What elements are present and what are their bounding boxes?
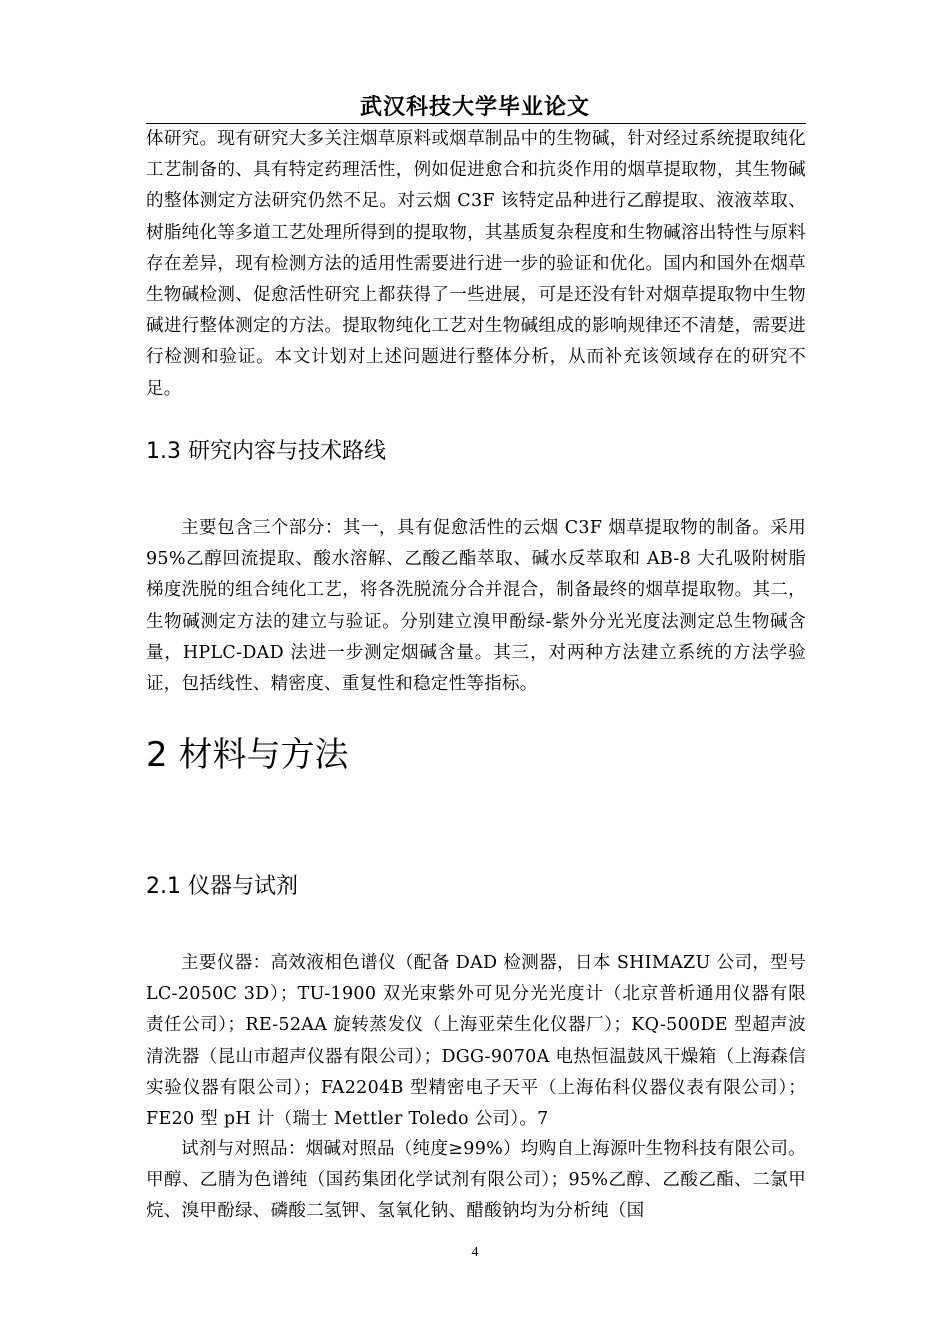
paragraph-research-gap: 体研究。现有研究大多关注烟草原料或烟草制品中的生物碱，针对经过系统提取纯化工艺制备的、具有特定药理活性，例如促进愈合和抗炎作用的烟草提取物，其生物碱的整体测定方法研究仍然不足。对云烟 C3F 该特定品种进行乙醇提取、液液萃取、树脂纯化等多道工艺处理所得到的提取物，其基质复杂程度和生物碱溶出特性与原料存在差异，现有检测方法的适用性需要进行进一步的验证和优化。国内和国外在烟草生物碱检测、促愈活性研究上都获得了一些进展，可是还没有针对烟草提取物中生物碱进行整体测定的方法。提取物纯化工艺对生物碱组成的影响规律还不清楚，需要进行检测和验证。本文计划对上述问题进行整体分析，从而补充该领域存在的研究不足。 [146, 129, 806, 399]
paragraph-research-content: 主要包含三个部分：其一，具有促愈活性的云烟 C3F 烟草提取物的制备。采用 95%乙醇回流提取、酸水溶解、乙酸乙酯萃取、碱水反萃取和 AB-8 大孔吸附树脂梯度洗脱的组合纯化工艺，将各洗脱流分合并混合，制备最终的烟草提取物。其二，生物碱测定方法的建立与验证。分别建立溴甲酚绿-紫外分光光度法测定总生物碱含量，HPLC-DAD 法进一步测定烟碱含量。其三，对两种方法建立系统的方法学验证，包括线性、精密度、重复性和稳定性等指标。 [146, 518, 806, 695]
paragraph-reagents: 试剂与对照品：烟碱对照品（纯度≥99%）均购自上海源叶生物科技有限公司。甲醇、乙腈为色谱纯（国药集团化学试剂有限公司）；95%乙醇、乙酸乙酯、二氯甲烷、溴甲酚绿、磷酸二氢钾、氢氧化钠、醋酸钠均为分析纯（国 [146, 1139, 806, 1222]
running-header: 武汉科技大学毕业论文 [359, 95, 590, 120]
paragraph-instruments: 主要仪器：高效液相色谱仪（配备 DAD 检测器，日本 SHIMAZU 公司，型号 LC-2050C 3D）；TU-1900 双光束紫外可见分光光度计（北京普析通用仪器有限责任公司）；RE-52AA 旋转蒸发仪（上海亚荣生化仪器厂）；KQ-500DE 型超声波清洗器（昆山市超声仪器有限公司）；DGG-9070A 电热恒温鼓风干燥箱（上海森信实验仪器有限公司）；FA2204B 型精密电子天平（上海佑科仪器仪表有限公司）；FE20 型 pH 计（瑞士 Mettler Toledo 公司）。7 [146, 953, 806, 1130]
chapter-heading-2: 2 材料与方法 [146, 735, 349, 775]
section-heading-1-3: 1.3 研究内容与技术路线 [146, 439, 386, 464]
page-number: 4 [471, 1245, 479, 1260]
section-heading-2-1: 2.1 仪器与试剂 [146, 874, 298, 899]
